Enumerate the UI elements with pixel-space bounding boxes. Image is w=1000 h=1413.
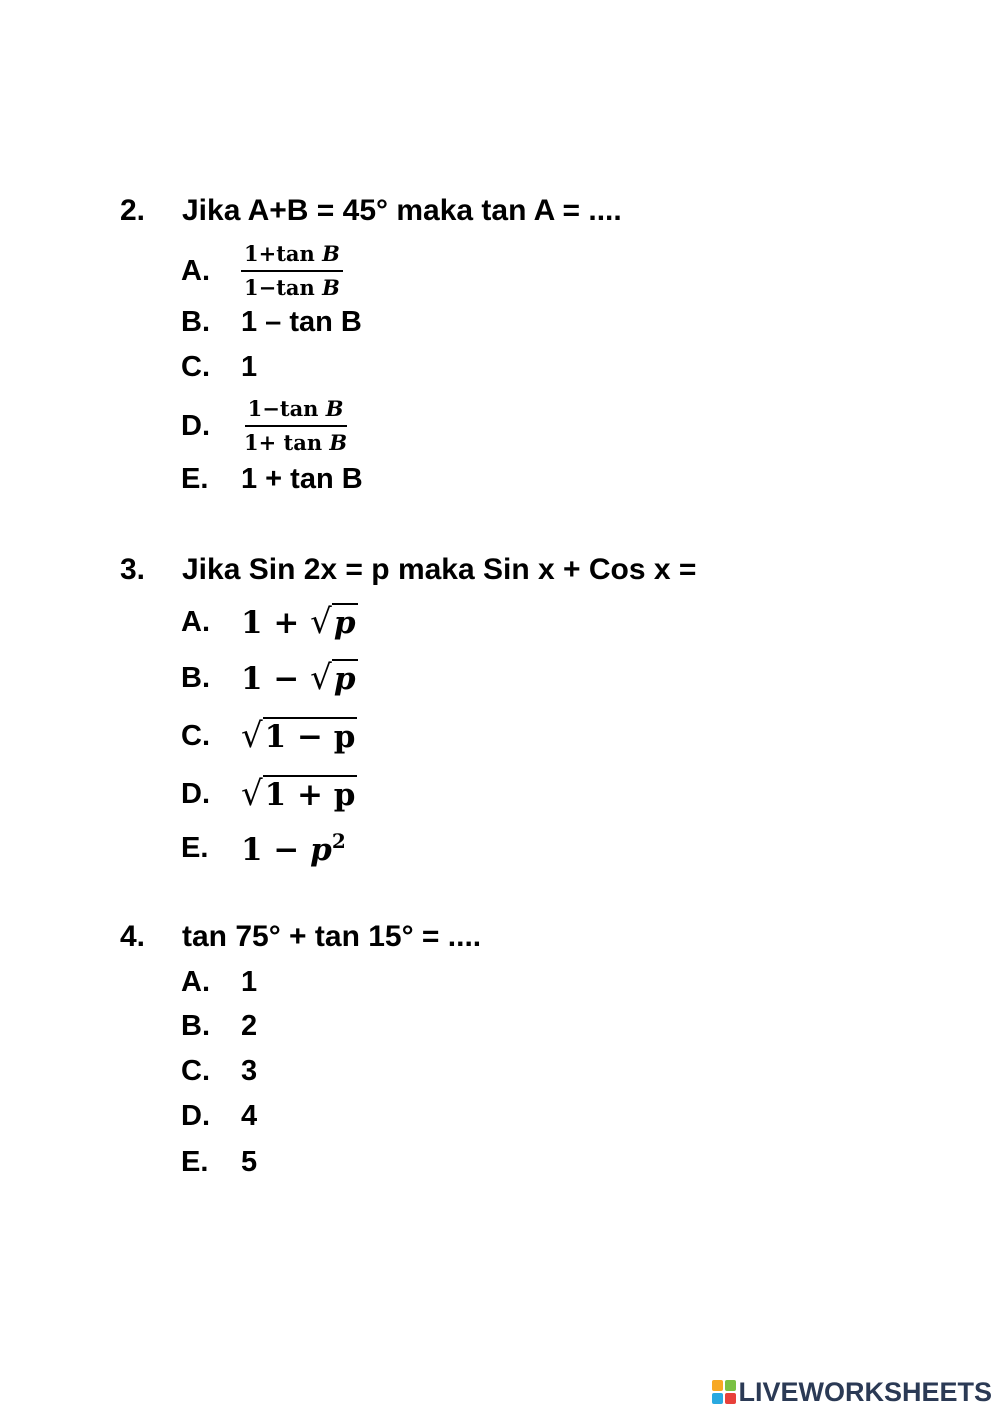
option-value: √ 1 + p <box>241 774 356 814</box>
option-2d[interactable] <box>181 398 350 454</box>
option-2a[interactable] <box>181 243 343 299</box>
option-2c[interactable] <box>181 347 257 387</box>
option-letter: C. <box>181 719 210 752</box>
option-letter: B. <box>181 661 210 694</box>
question-2 <box>120 193 622 229</box>
option-letter: A. <box>181 965 210 998</box>
option-value: 1 + tan B <box>241 462 363 495</box>
logo-tile <box>725 1380 736 1391</box>
option-value: 1 <box>241 350 258 383</box>
option-letter: E. <box>181 1145 209 1178</box>
question-number: 2. <box>120 194 146 227</box>
option-letter: B. <box>181 305 210 338</box>
option-value: $1 - p^2$ <box>241 828 346 868</box>
option-value: 5 <box>241 1145 258 1178</box>
question-prompt: tan 75° + tan 15° = .... <box>182 920 482 953</box>
option-4d[interactable] <box>181 1096 257 1136</box>
option-3c[interactable] <box>181 714 357 758</box>
logo-tile <box>725 1393 736 1404</box>
option-value: 4 <box>241 1099 258 1132</box>
option-letter: B. <box>181 1009 210 1042</box>
option-letter: A. <box>181 605 210 638</box>
question-number: 4. <box>120 920 146 953</box>
option-letter: E. <box>181 462 209 495</box>
option-3a[interactable] <box>181 600 358 644</box>
logo-tile <box>712 1393 723 1404</box>
question-prompt: Jika Sin 2x = p maka Sin x + Cos x = <box>182 553 697 586</box>
option-letter: C. <box>181 1054 210 1087</box>
option-4a[interactable] <box>181 962 257 1002</box>
option-4e[interactable] <box>181 1142 257 1182</box>
option-letter: C. <box>181 350 210 383</box>
option-4c[interactable] <box>181 1051 257 1091</box>
option-value: 1 – tan B <box>241 305 362 338</box>
option-3b[interactable] <box>181 656 358 700</box>
fraction: $\frac{\text{1−tan B}}{\text{1+ tan B}}$ <box>244 396 348 455</box>
option-value: 1 <box>241 965 258 998</box>
option-letter: D. <box>181 409 210 442</box>
option-value: 1 + √ p <box>241 602 356 642</box>
option-4b[interactable] <box>181 1006 257 1046</box>
option-value: 2 <box>241 1009 258 1042</box>
option-letter: D. <box>181 1099 210 1132</box>
option-letter: E. <box>181 831 209 864</box>
question-3 <box>120 552 696 588</box>
logo-mark-icon <box>712 1380 736 1404</box>
question-prompt: Jika A+B = 45° maka tan A = .... <box>182 194 622 227</box>
option-value: 3 <box>241 1054 258 1087</box>
option-2b[interactable] <box>181 302 362 342</box>
option-value: 1 − √ p <box>241 658 356 698</box>
question-4 <box>120 919 481 955</box>
option-3e[interactable] <box>181 826 346 870</box>
brand-name: LIVEWORKSHEETS <box>738 1376 992 1407</box>
option-value: √ 1 − p <box>241 716 356 756</box>
logo-tile <box>712 1380 723 1391</box>
liveworksheets-logo <box>712 1377 992 1407</box>
option-3d[interactable] <box>181 772 357 816</box>
option-2e[interactable] <box>181 459 363 499</box>
question-number: 3. <box>120 553 146 586</box>
option-letter: A. <box>181 254 210 287</box>
fraction: $\frac{\text{1+tan B}}{\text{1−tan B}}$ <box>241 241 343 301</box>
option-letter: D. <box>181 777 210 810</box>
